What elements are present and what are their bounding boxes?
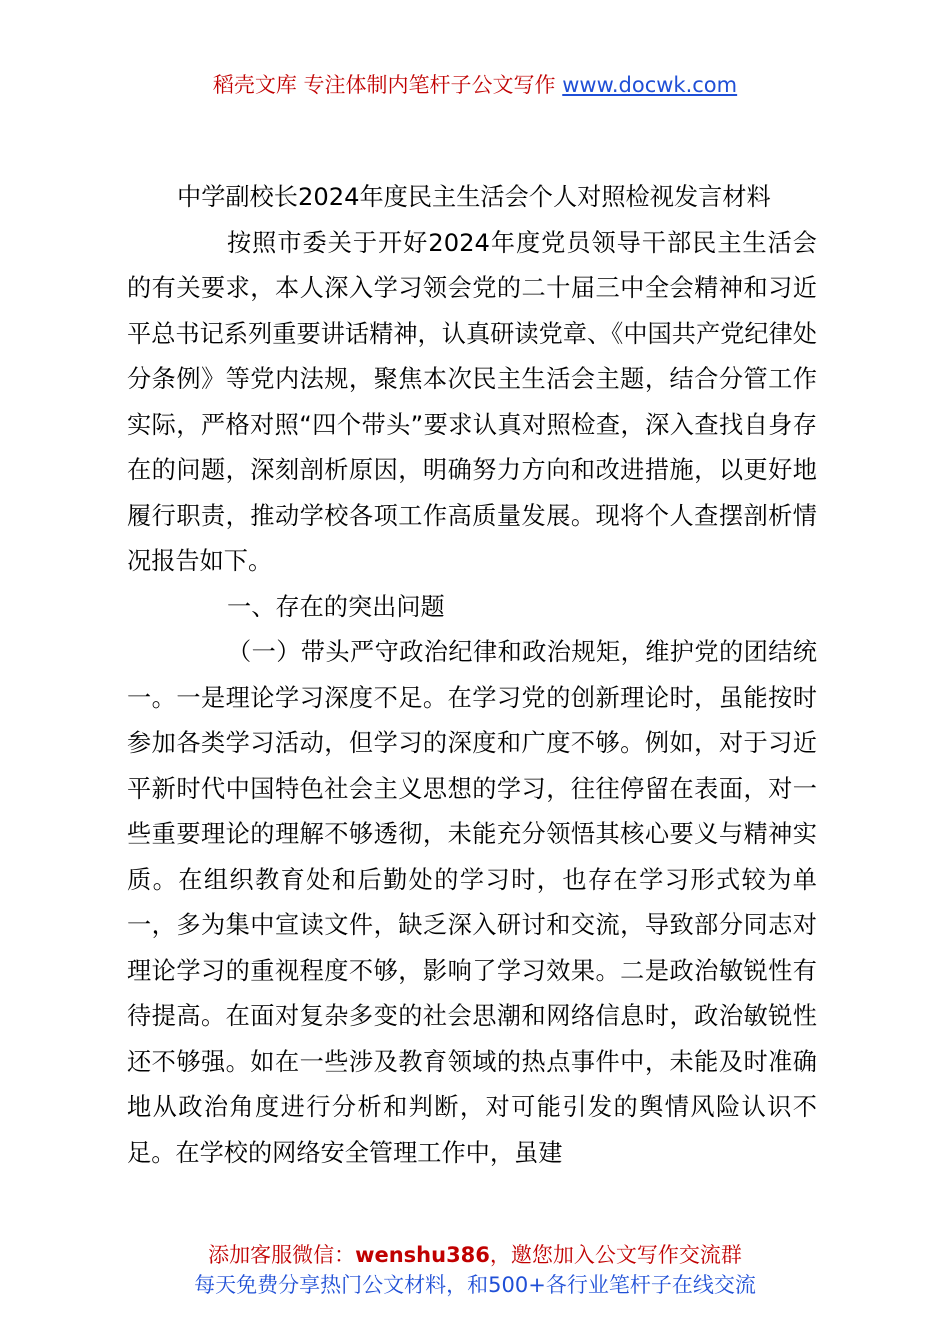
header-slogan: 稻壳文库 专注体制内笔杆子公文写作 [212, 73, 556, 97]
footer-promo: 每天免费分享热门公文材料，和500+各行业笔杆子在线交流 [194, 1273, 756, 1297]
document-title: 中学副校长2024年度民主生活会个人对照检视发言材料 [177, 183, 771, 211]
footer-suffix: ，邀您加入公文写作交流群 [489, 1243, 742, 1267]
site-link[interactable]: www.docwk.com [562, 73, 738, 97]
footer-prefix: 添加客服微信： [208, 1243, 356, 1267]
document-body [127, 175, 817, 1176]
section-heading: 一、存在的突出问题 [227, 592, 445, 621]
intro-paragraph: 按照市委关于开好2024年度党员领导干部民主生活会的有关要求，本人深入学习领会党的二十届三中全会精神和习近平总书记系列重要讲话精神，认真研读党章、《中国共产党纪律处分条例》等党内法规，聚焦本次民主生活会主题，结合分管工作实际，严格对照“四个带头”要求认真对照检查，深入查找自身存在的问题，深刻剖析原因，明确努力方向和改进措施，以更好地履行职责，推动学校各项工作高质量发展。现将个人查摆剖析情况报告如下。 [127, 228, 817, 575]
wechat-id: wenshu386 [355, 1243, 490, 1267]
site-header [0, 70, 950, 100]
footer-contact [0, 1240, 950, 1270]
section-paragraph: （一）带头严守政治纪律和政治规矩，维护党的团结统一。一是理论学习深度不足。在学习党的创新理论时，虽能按时参加各类学习活动，但学习的深度和广度不够。例如，对于习近平新时代中国特色社会主义思想的学习，往往停留在表面，对一些重要理论的理解不够透彻，未能充分领悟其核心要义与精神实质。在组织教育处和后勤处的学习时，也存在学习形式较为单一，多为集中宣读文件，缺乏深入研讨和交流，导致部分同志对理论学习的重视程度不够，影响了学习效果。二是政治敏锐性有待提高。在面对复杂多变的社会思潮和网络信息时，政治敏锐性还不够强。如在一些涉及教育领域的热点事件中，未能及时准确地从政治角度进行分析和判断，对可能引发的舆情风险认识不足。在学校的网络安全管理工作中，虽建 [127, 638, 817, 1167]
